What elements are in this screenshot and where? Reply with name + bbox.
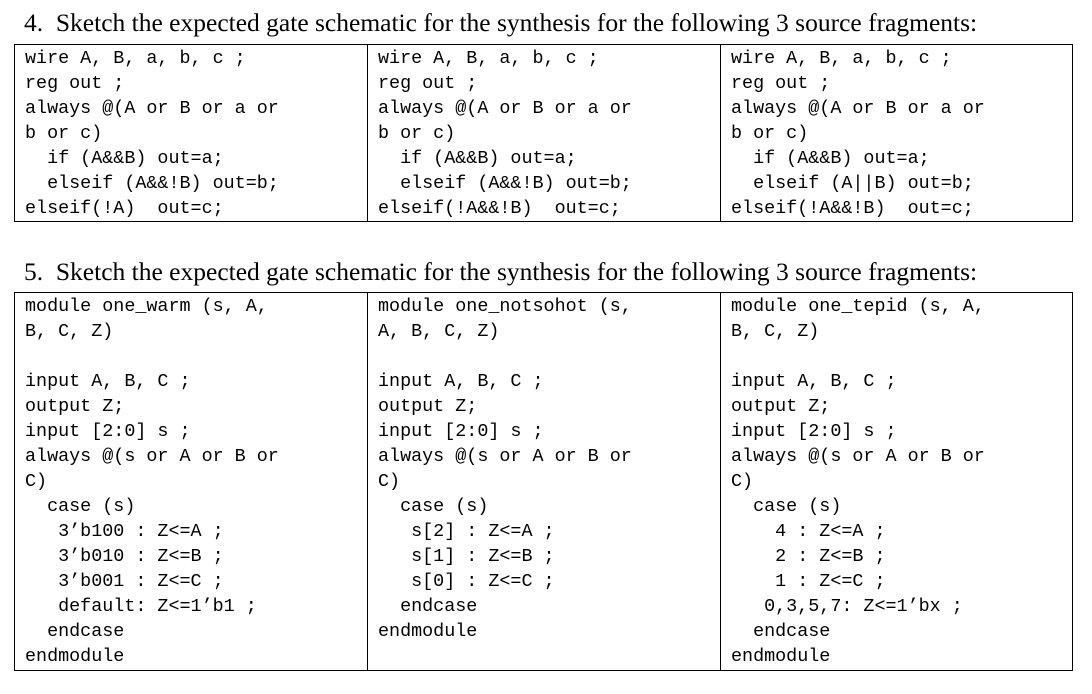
code-line: elseif(!A&&!B) out=c;	[378, 198, 621, 219]
code-line: wire A, B, a, b, c ;	[25, 48, 246, 69]
question-5-code-table	[14, 292, 1073, 671]
code-line: input [2:0] s ;	[731, 421, 897, 442]
code-line: b or c)	[731, 123, 809, 144]
code-line: endmodule	[25, 646, 125, 667]
code-line: output Z;	[731, 396, 831, 417]
code-line: C)	[731, 471, 754, 492]
code-line: always @(s or A or B or	[731, 446, 985, 467]
code-line: module one_notsohot (s,	[378, 296, 632, 317]
q4-fragment-3	[721, 45, 1073, 222]
code-line: always @(A or B or a or	[378, 98, 632, 119]
code-line: module one_tepid (s, A,	[731, 296, 985, 317]
code-line	[731, 344, 1072, 369]
code-line: module one_warm (s, A,	[25, 296, 268, 317]
q5-fragment-one-tepid	[721, 293, 1073, 671]
code-line	[25, 344, 367, 369]
q5-fragment-one-warm	[15, 293, 368, 671]
code-line: output Z;	[25, 396, 125, 417]
code-line: endmodule	[378, 621, 478, 642]
code-line: input A, B, C ;	[25, 371, 191, 392]
code-line: reg out ;	[731, 73, 831, 94]
code-line: 3’b010 : Z<=B ;	[25, 546, 224, 567]
q4-fragment-2	[368, 45, 721, 222]
code-line: if (A&&B) out=a;	[25, 148, 224, 169]
code-line: 2 : Z<=B ;	[731, 546, 886, 567]
question-4-title: 4. Sketch the expected gate schematic for the synthesis for the following 3 source fragments:	[24, 8, 978, 37]
question-5-title: 5. Sketch the expected gate schematic for the synthesis for the following 3 source fragments:	[24, 257, 978, 286]
code-line: b or c)	[25, 123, 103, 144]
code-line: 1 : Z<=C ;	[731, 571, 886, 592]
code-line: endcase	[25, 621, 125, 642]
code-line: input A, B, C ;	[731, 371, 897, 392]
code-line: elseif (A&&!B) out=b;	[378, 173, 632, 194]
code-line: input [2:0] s ;	[25, 421, 191, 442]
code-line: s[0] : Z<=C ;	[378, 571, 555, 592]
code-line: reg out ;	[378, 73, 478, 94]
code-line: elseif(!A) out=c;	[25, 198, 224, 219]
code-line: 3’b001 : Z<=C ;	[25, 571, 224, 592]
code-line: 3’b100 : Z<=A ;	[25, 521, 224, 542]
code-line: s[2] : Z<=A ;	[378, 521, 555, 542]
question-4-code-table	[14, 44, 1073, 222]
code-line: always @(A or B or a or	[25, 98, 279, 119]
code-line: B, C, Z)	[731, 321, 820, 342]
code-line: case (s)	[731, 496, 842, 517]
code-line: elseif(!A&&!B) out=c;	[731, 198, 974, 219]
code-line: always @(s or A or B or	[378, 446, 632, 467]
code-line: output Z;	[378, 396, 478, 417]
code-line: endmodule	[731, 646, 831, 667]
code-line: case (s)	[25, 496, 136, 517]
code-line: if (A&&B) out=a;	[731, 148, 930, 169]
code-line: wire A, B, a, b, c ;	[378, 48, 599, 69]
code-line: wire A, B, a, b, c ;	[731, 48, 952, 69]
code-line: 0,3,5,7: Z<=1’bx ;	[731, 596, 963, 617]
code-line: b or c)	[378, 123, 456, 144]
q4-fragment-1	[15, 45, 368, 222]
code-line: endcase	[731, 621, 831, 642]
code-line: reg out ;	[25, 73, 125, 94]
code-line: elseif (A&&!B) out=b;	[25, 173, 279, 194]
code-line: B, C, Z)	[25, 321, 114, 342]
code-line	[378, 344, 720, 369]
code-line: always @(s or A or B or	[25, 446, 279, 467]
code-line: if (A&&B) out=a;	[378, 148, 577, 169]
code-line: elseif (A||B) out=b;	[731, 173, 974, 194]
code-line: input A, B, C ;	[378, 371, 544, 392]
code-line: input [2:0] s ;	[378, 421, 544, 442]
q5-fragment-one-notsohot	[368, 293, 721, 671]
code-line: 4 : Z<=A ;	[731, 521, 886, 542]
code-line: endcase	[378, 596, 478, 617]
code-line: C)	[25, 471, 48, 492]
code-line: A, B, C, Z)	[378, 321, 500, 342]
code-line: default: Z<=1’b1 ;	[25, 596, 257, 617]
question-4-fragment-row	[15, 45, 1073, 222]
code-line: always @(A or B or a or	[731, 98, 985, 119]
code-line: C)	[378, 471, 401, 492]
code-line: s[1] : Z<=B ;	[378, 546, 555, 567]
code-line: case (s)	[378, 496, 489, 517]
question-5-fragment-row	[15, 293, 1073, 671]
